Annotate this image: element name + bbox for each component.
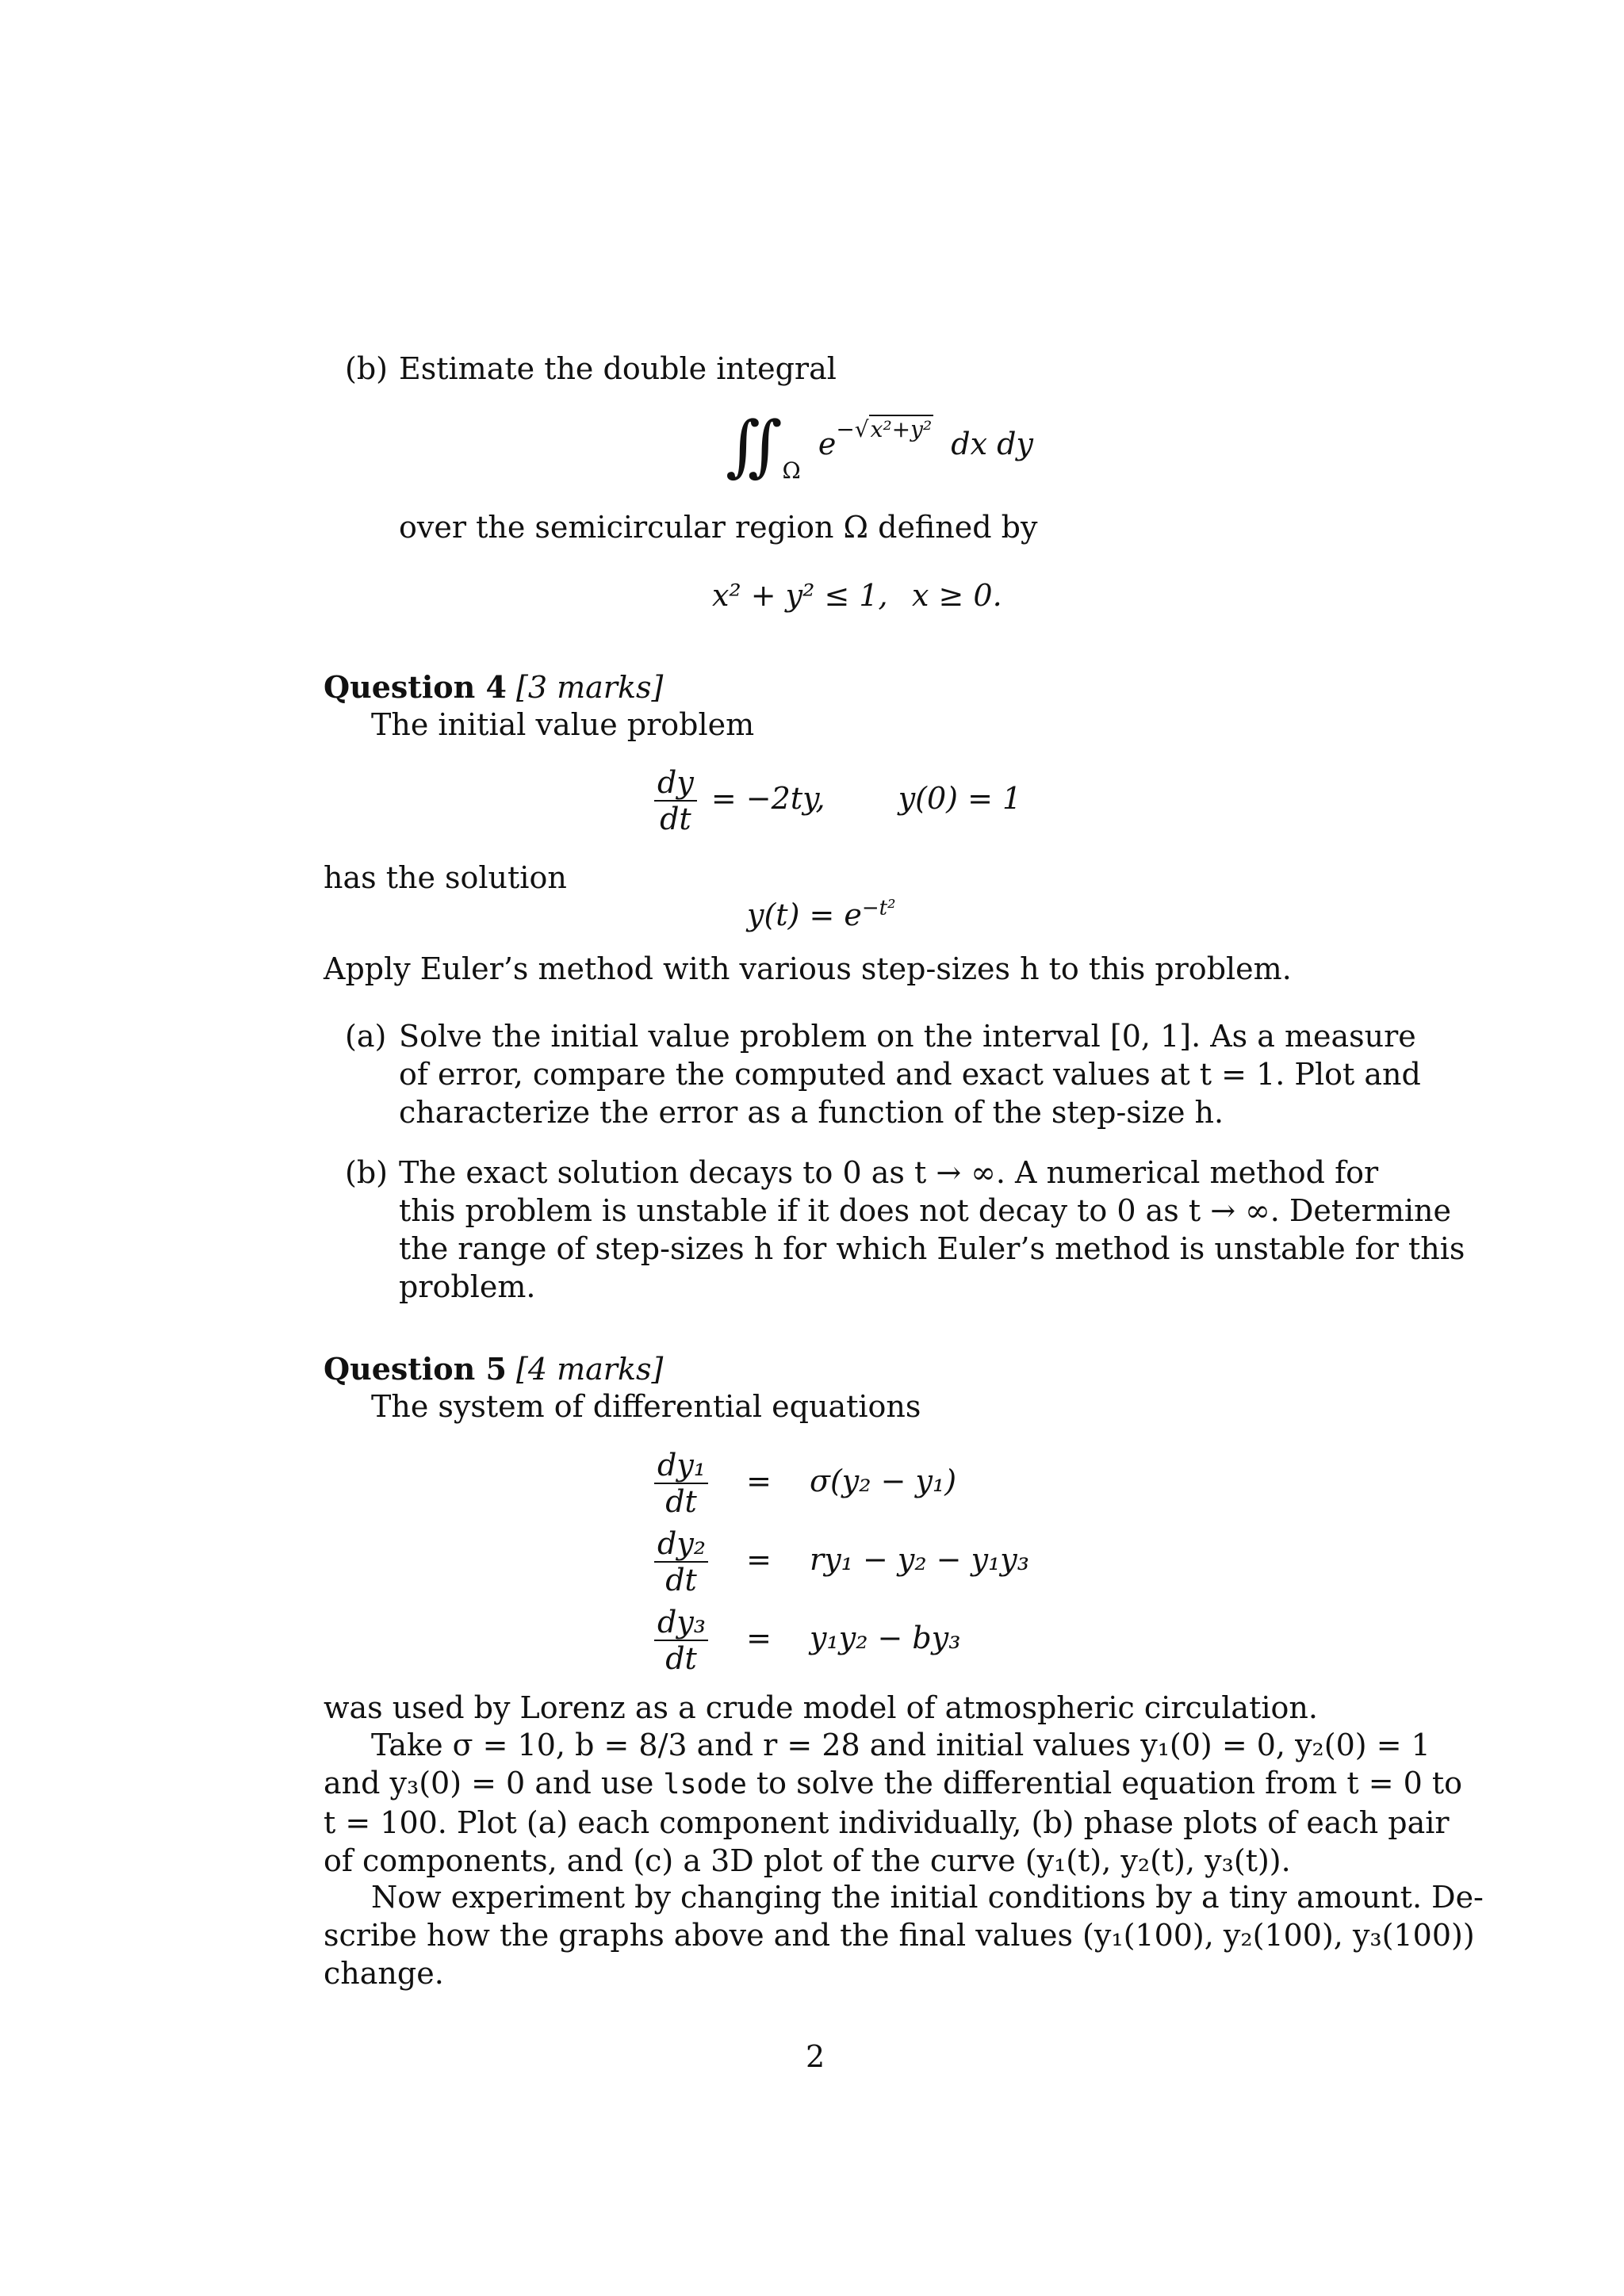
region-text: over the semicircular region Ω defined by [399,510,1038,545]
q4-part-b-line: The exact solution decays to 0 as t → ∞. A numerical method for [399,1155,1379,1190]
lorenz-model-text: was used by Lorenz as a crude model of atmospheric circulation. [324,1690,1318,1725]
part-b-label: (b) [345,351,388,386]
q5-para1-line: Take σ = 10, b = 8/3 and r = 28 and initial values y₁(0) = 0, y₂(0) = 1 [371,1728,1431,1762]
lorenz-equals-3: = [746,1620,772,1655]
integrand-base: e [818,427,837,461]
exponent-minus-root: −√ [836,416,869,442]
lsode-code: lsode [663,1769,747,1800]
lorenz-denominator-2: dt [665,1563,697,1598]
apply-euler-text: Apply Euler’s method with various step-sizes h to this problem. [324,951,1292,986]
double-integral-formula [726,407,1033,499]
lorenz-numerator-3: dy₃ [654,1605,708,1641]
lorenz-derivative-1 [654,1448,708,1519]
q4-part-a-text [399,1017,1421,1131]
ode-derivative [654,765,697,836]
region-condition-1: x² + y² ≤ 1, [712,578,888,613]
q4-part-b-line: problem. [399,1269,536,1304]
lorenz-rhs-2: ry₁ − y₂ − y₁y₃ [810,1541,1029,1577]
q4-part-a-label: (a) [345,1019,387,1054]
q5-para2-line: change. [324,1956,444,1991]
q4-part-b-line: this problem is unstable if it does not decay to 0 as t → ∞. Determine [399,1193,1451,1228]
q5-para1-line-start: and y₃(0) = 0 and use [324,1766,654,1800]
lorenz-denominator-1: dt [665,1484,697,1519]
page-number: 2 [806,2039,825,2074]
question-4-intro: The initial value problem [371,707,755,742]
q4-part-b-line: the range of step-sizes h for which Euler’s method is unstable for this [399,1231,1465,1266]
lorenz-equation-1 [654,1448,956,1519]
lorenz-equation-3 [654,1605,960,1676]
exact-solution [747,896,896,934]
q4-part-b-text [399,1154,1465,1306]
ode-equation [654,765,1021,836]
has-solution-text: has the solution [324,860,567,895]
q5-para2-line: scribe how the graphs above and the final values (y₁(100), y₂(100), y₃(100)) [324,1918,1475,1953]
q5-para2-line: Now experiment by changing the initial conditions by a tiny amount. De- [371,1880,1484,1915]
ode-rhs: = −2ty, [710,780,825,816]
question-5-marks: [4 marks] [516,1352,664,1387]
lorenz-numerator-2: dy₂ [654,1526,708,1563]
solution-lhs: y(t) = e [747,897,862,932]
q4-part-a-line: Solve the initial value problem on the interval [0, 1]. As a measure [399,1019,1416,1054]
q5-paragraph-2 [324,1878,1484,1992]
ode-denominator: dt [660,802,691,836]
integral-domain: Ω [782,457,801,484]
ode-numerator: dy [654,765,697,802]
lorenz-equals-1: = [746,1463,772,1498]
lorenz-derivative-3 [654,1605,708,1676]
solution-exponent: −t² [861,896,896,920]
q4-part-a-line: characterize the error as a function of the step-size h. [399,1095,1224,1130]
lorenz-numerator-1: dy₁ [654,1448,708,1484]
q5-paragraph-1 [324,1726,1463,1880]
initial-condition: y(0) = 1 [898,780,1022,816]
question-5-intro: The system of differential equations [371,1389,921,1424]
question-4-title: Question 4 [324,669,507,705]
q4-part-a-line: of error, compare the computed and exact values at t = 1. Plot and [399,1057,1421,1092]
q5-para1-line-end: to solve the differential equation from t = 0 to [756,1766,1463,1800]
q4-part-b-label: (b) [345,1155,388,1190]
question-5-heading [324,1350,663,1388]
question-4-marks: [3 marks] [516,670,664,705]
q5-para1-line: of components, and (c) a 3D plot of the curve (y₁(t), y₂(t), y₃(t)). [324,1843,1291,1878]
integral-sign: ∬ [726,407,783,484]
lorenz-rhs-3: y₁y₂ − by₃ [810,1620,961,1655]
lorenz-equation-2 [654,1526,1029,1598]
q5-para1-line-with-code [324,1764,1463,1804]
exponent-radicand: x²+y² [870,416,933,442]
lorenz-denominator-3: dt [665,1641,697,1676]
question-5-title: Question 5 [324,1351,507,1387]
question-4-heading [324,668,663,706]
part-b-intro: Estimate the double integral [399,351,837,386]
differentials: dx dy [951,427,1033,461]
lorenz-derivative-2 [654,1526,708,1598]
lorenz-rhs-1: σ(y₂ − y₁) [810,1463,957,1498]
q5-para1-line: t = 100. Plot (a) each component individually, (b) phase plots of each pair [324,1805,1450,1840]
region-condition-2: x ≥ 0. [912,578,1002,613]
lorenz-equals-2: = [746,1541,772,1577]
